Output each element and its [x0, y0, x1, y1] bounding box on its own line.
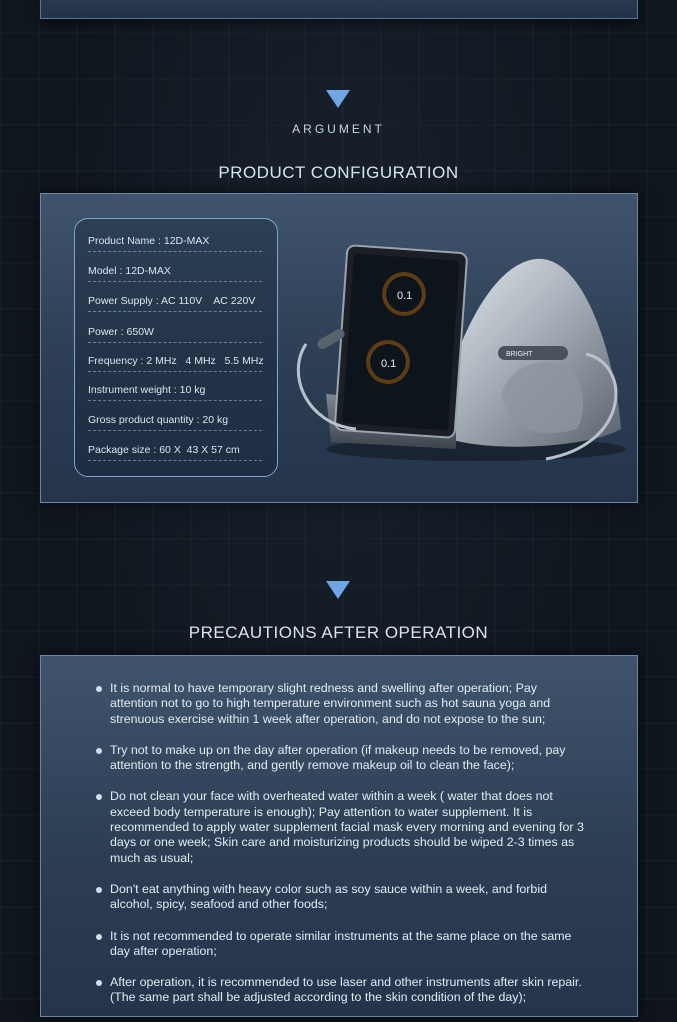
precautions-title: PRECAUTIONS AFTER OPERATION — [188, 623, 489, 642]
precaution-item: Do not clean your face with overheated water within a week ( water that does not exceed body temperature is enough); Pay attention to water supplement. It is recommended to apply water supplement facial mask every morning and evening for 3 days or one week; Skin care and moisturizing products should be wiped 2-3 times as much as usual; — [96, 789, 586, 865]
spec-label: Power Supply : — [88, 295, 159, 307]
down-arrow-icon — [326, 90, 350, 108]
section-kicker: ARGUMENT — [292, 122, 385, 136]
spec-value: 2 MHz 4 MHz 5.5 MHz — [146, 355, 264, 367]
spec-label: Power : — [88, 326, 124, 338]
spec-row-gross-quantity — [88, 414, 262, 431]
precaution-item: After operation, it is recommended to use laser and other instruments after skin repair. (The same part shall be adjusted according to the skin condition of the day); — [96, 975, 586, 1006]
spec-label: Product Name : — [88, 235, 161, 247]
screen-readout-top: 0.1 — [397, 290, 413, 302]
spec-label: Model : — [88, 265, 123, 277]
device-image — [286, 244, 631, 469]
spec-row-power — [88, 326, 262, 343]
spec-value: 12D-MAX — [125, 265, 171, 277]
precaution-item: Don't eat anything with heavy color such as soy sauce within a week, and forbid alcohol, spicy, seafood and other foods; — [96, 882, 586, 913]
spec-value: AC 110V AC 220V — [160, 295, 256, 307]
precaution-item: It is not recommended to operate similar instruments at the same place on the same day after operation; — [96, 929, 586, 960]
spec-value: 60 X 43 X 57 cm — [159, 444, 240, 456]
spec-value: 12D-MAX — [163, 235, 210, 247]
spec-label: Instrument weight : — [88, 384, 177, 396]
precautions-list — [96, 681, 586, 1022]
spec-label: Frequency : — [88, 355, 144, 367]
spec-label: Package size : — [88, 444, 157, 456]
spec-row-instrument-weight — [88, 384, 262, 401]
product-configuration-title: PRODUCT CONFIGURATION — [218, 163, 459, 182]
previous-section-panel — [40, 0, 638, 19]
spec-row-package-size — [88, 444, 262, 461]
spec-value: 650W — [126, 326, 154, 338]
spec-list — [74, 218, 278, 477]
precaution-item: Try not to make up on the day after operation (if makeup needs to be removed, pay attention to the strength, and gently remove makeup oil to clean the face); — [96, 743, 586, 774]
spec-row-power-supply — [88, 295, 262, 312]
spec-row-frequency — [88, 355, 262, 372]
product-configuration-panel — [40, 193, 638, 503]
spec-label: Gross product quantity : — [88, 414, 200, 426]
precautions-panel — [40, 655, 638, 1017]
precaution-item: It is normal to have temporary slight redness and swelling after operation; Pay attention not to go to high temperature environment such as hot sauna yoga and strenuous exercise within 1 week after operation, and do not expose to the sun; — [96, 681, 586, 727]
spec-value: 20 kg — [202, 414, 229, 426]
screen-readout-bottom: 0.1 — [381, 358, 397, 370]
spec-row-product-name — [88, 235, 262, 252]
device-screen — [342, 254, 460, 431]
handpiece-brand: BRIGHT — [506, 351, 533, 358]
spec-value: 10 kg — [179, 384, 206, 396]
spec-row-model — [88, 265, 262, 282]
down-arrow-icon — [326, 581, 350, 599]
